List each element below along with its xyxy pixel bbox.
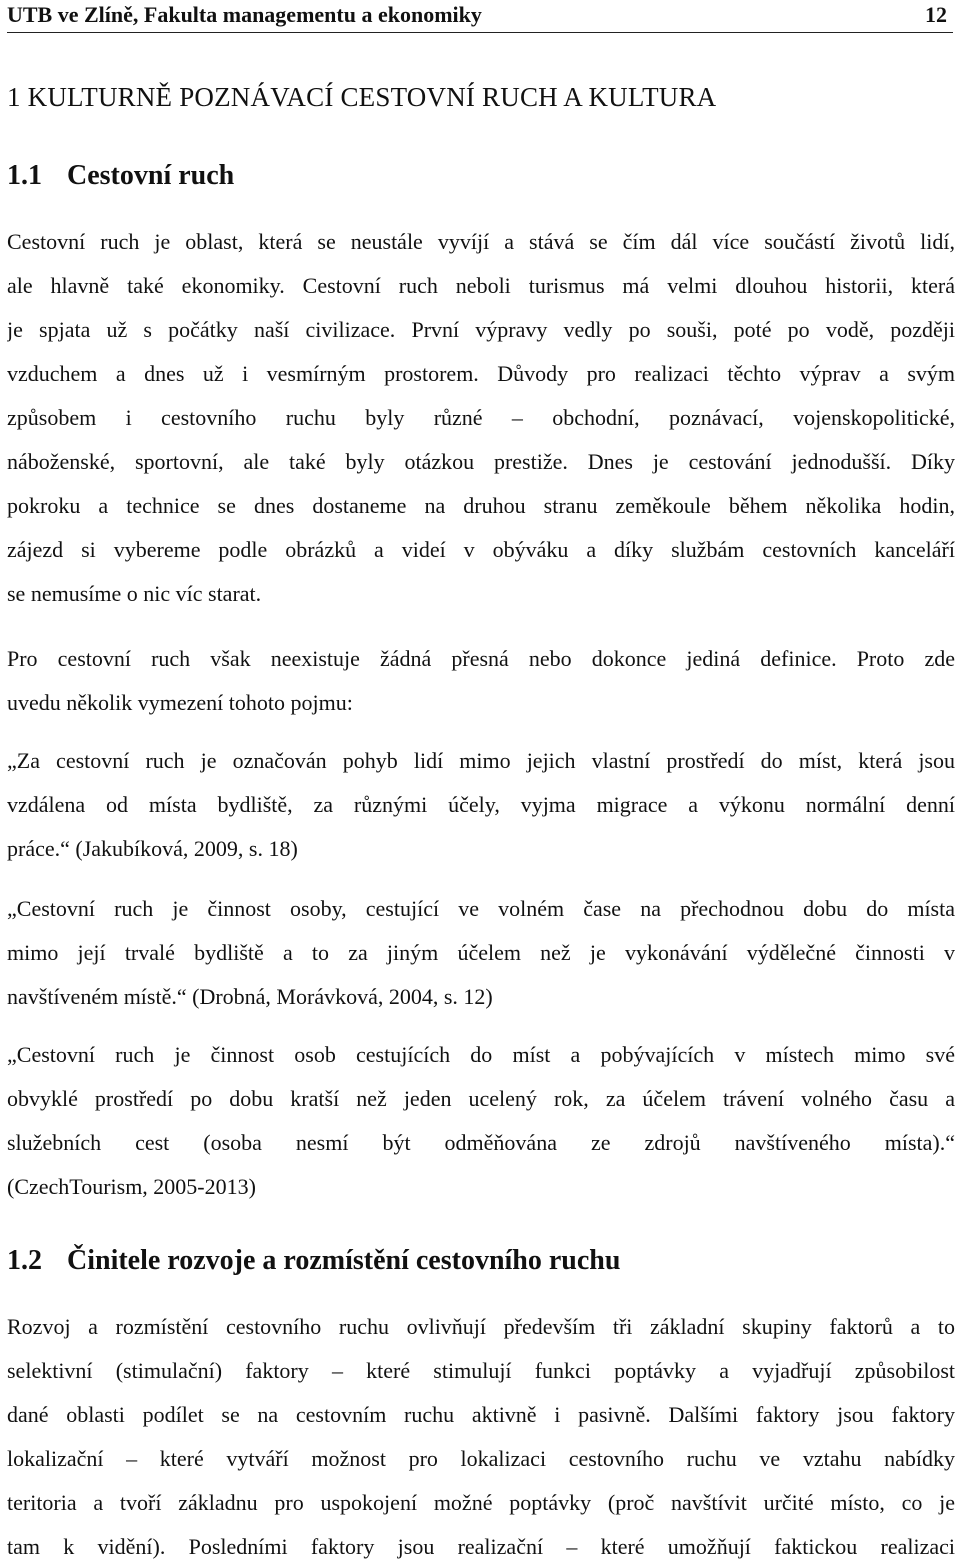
running-header bbox=[7, 0, 953, 33]
text-line: Cestovní ruch je oblast, která se neustále vyvíjí a stává se čím dál více součástí životů lidí, bbox=[7, 229, 955, 254]
text-line: služebních cest (osoba nesmí být odměňována ze zdrojů navštíveného místa).“ bbox=[7, 1130, 955, 1155]
text-line: „Cestovní ruch je činnost osob cestujících do míst a pobývajících v místech mimo své bbox=[7, 1042, 955, 1067]
quote-definition-2 bbox=[7, 887, 955, 1019]
text-line: práce.“ (Jakubíková, 2009, s. 18) bbox=[7, 836, 298, 861]
text-line: způsobem i cestovního ruchu byly různé – obchodní, poznávací, vojenskopolitické, bbox=[7, 405, 955, 430]
quote-definition-3 bbox=[7, 1033, 955, 1209]
section-title: Cestovní ruch bbox=[67, 160, 235, 191]
text-line: náboženské, sportovní, ale také byly otázkou prestiže. Dnes je cestování jednodušší. Díky bbox=[7, 449, 955, 474]
section-heading-1-1 bbox=[7, 160, 234, 192]
text-line: teritoria a tvoří základnu pro uspokojení možné poptávky (proč navštívit určité místo, co je bbox=[7, 1490, 955, 1515]
text-line: Pro cestovní ruch však neexistuje žádná přesná nebo dokonce jediná definice. Proto zde bbox=[7, 646, 955, 671]
text-line: mimo její trvalé bydliště a to za jiným účelem než je vykonávání výdělečné činnosti v bbox=[7, 940, 955, 965]
text-line: Rozvoj a rozmístění cestovního ruchu ovlivňují především tři základní skupiny faktorů a to bbox=[7, 1314, 955, 1339]
text-line: se nemusíme o nic víc starat. bbox=[7, 581, 262, 606]
text-line: selektivní (stimulační) faktory – které stimulují funkci poptávky a vyjadřují způsobilost bbox=[7, 1358, 955, 1383]
paragraph-factors bbox=[7, 1305, 955, 1566]
paragraph-intro bbox=[7, 220, 955, 616]
text-line: tam k vidění). Posledními faktory jsou realizační – které umožňují faktickou realizaci bbox=[7, 1534, 955, 1559]
text-line: „Cestovní ruch je činnost osoby, cestující ve volném čase na přechodnou dobu do místa bbox=[7, 896, 955, 921]
page-number: 12 bbox=[925, 2, 947, 27]
header-title: UTB ve Zlíně, Fakulta managementu a ekonomiky bbox=[7, 2, 482, 27]
chapter-heading: 1 KULTURNĚ POZNÁVACÍ CESTOVNÍ RUCH A KULTURA bbox=[7, 82, 717, 112]
text-line: uvedu několik vymezení tohoto pojmu: bbox=[7, 690, 353, 715]
quote-definition-1 bbox=[7, 739, 955, 871]
section-number: 1.1 bbox=[7, 160, 42, 191]
text-line: vzdálena od místa bydliště, za různými účely, vyjma migrace a výkonu normální denní bbox=[7, 792, 955, 817]
text-line: lokalizační – které vytváří možnost pro lokalizaci cestovního ruchu ve vztahu nabídky bbox=[7, 1446, 955, 1471]
text-line: zájezd si vybereme podle obrázků a videí v obýváku a díky službám cestovních kanceláří bbox=[7, 537, 955, 562]
text-line: je spjata už s počátky naší civilizace. První výpravy vedly po souši, poté po vodě, později bbox=[7, 317, 955, 342]
text-line: (CzechTourism, 2005-2013) bbox=[7, 1174, 256, 1199]
text-line: pokroku a technice se dnes dostaneme na druhou stranu zeměkoule během několika hodin, bbox=[7, 493, 955, 518]
text-line: „Za cestovní ruch je označován pohyb lidí mimo jejich vlastní prostředí do míst, která jsou bbox=[7, 748, 955, 773]
text-line: obvyklé prostředí po dobu kratší než jeden ucelený rok, za účelem trávení volného času a bbox=[7, 1086, 955, 1111]
text-line: vzduchem a dnes už i vesmírným prostorem. Důvody pro realizaci těchto výprav a svým bbox=[7, 361, 955, 386]
section-number: 1.2 bbox=[7, 1245, 42, 1276]
text-line: navštíveném místě.“ (Drobná, Morávková, 2004, s. 12) bbox=[7, 984, 493, 1009]
section-title: Činitele rozvoje a rozmístění cestovního ruchu bbox=[67, 1245, 621, 1276]
paragraph-definitions-intro bbox=[7, 637, 955, 725]
section-heading-1-2 bbox=[7, 1245, 620, 1277]
text-line: ale hlavně také ekonomiky. Cestovní ruch neboli turismus má velmi dlouhou historii, která bbox=[7, 273, 955, 298]
text-line: dané oblasti podílet se na cestovním ruchu aktivně i pasivně. Dalšími faktory jsou faktory bbox=[7, 1402, 955, 1427]
